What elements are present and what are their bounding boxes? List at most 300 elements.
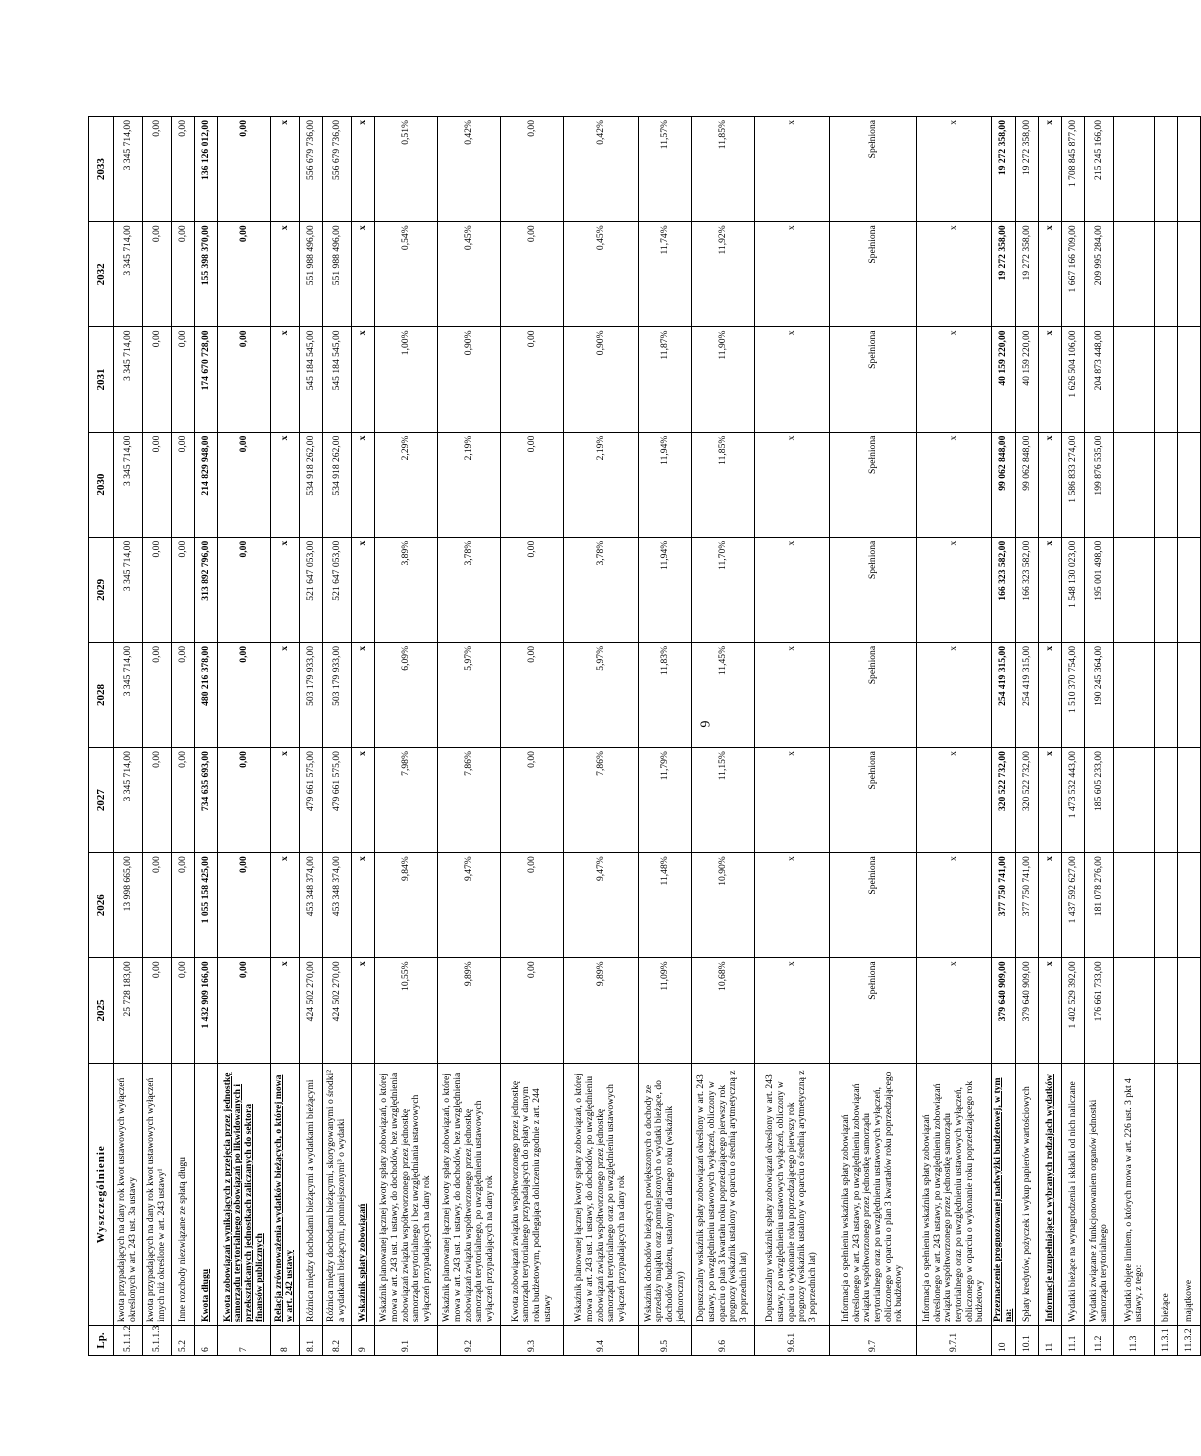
value-cell: 11,74% — [639, 222, 692, 327]
row-description: Wydatki bieżące na wynagrodzenia i składki od nich naliczane — [1062, 1063, 1085, 1325]
value-cell: x — [917, 853, 992, 958]
table-row — [172, 117, 195, 1356]
value-cell: 11,45% — [692, 642, 755, 747]
value-cell: 11,92% — [692, 222, 755, 327]
value-cell: 0,00 — [143, 958, 172, 1063]
value-cell: Spełniona — [830, 958, 917, 1063]
value-cell: 480 216 378,00 — [195, 642, 218, 747]
value-cell: x — [755, 748, 830, 853]
header-year: 2026 — [89, 853, 114, 958]
value-cell: 3 345 714,00 — [114, 432, 143, 537]
value-cell: 181 078 276,00 — [1085, 853, 1114, 958]
value-cell: x — [271, 222, 300, 327]
value-cell: 1,00% — [375, 327, 438, 432]
value-cell: 0,00 — [218, 853, 271, 958]
value-cell: 10,68% — [692, 958, 755, 1063]
value-cell: 2,29% — [375, 432, 438, 537]
table-row — [323, 117, 352, 1356]
row-number: 7 — [218, 1325, 271, 1355]
value-cell — [1155, 432, 1178, 537]
value-cell — [1114, 642, 1155, 747]
value-cell: 320 522 732,00 — [992, 748, 1016, 853]
row-number: 9.7.1 — [917, 1325, 992, 1355]
value-cell: 7,98% — [375, 748, 438, 853]
value-cell: x — [1039, 117, 1062, 222]
table-row — [1039, 117, 1062, 1356]
value-cell: 40 159 220,00 — [1016, 327, 1039, 432]
row-number: 8.2 — [323, 1325, 352, 1355]
value-cell — [1178, 222, 1201, 327]
value-cell: 0,00 — [143, 642, 172, 747]
row-description: majątkowe — [1178, 1063, 1201, 1325]
value-cell — [1178, 432, 1201, 537]
value-cell: x — [352, 853, 375, 958]
value-cell: 155 398 370,00 — [195, 222, 218, 327]
value-cell: 5,97% — [438, 642, 501, 747]
value-cell: x — [1039, 853, 1062, 958]
table-row — [917, 117, 992, 1356]
value-cell: 1 708 845 877,00 — [1062, 117, 1085, 222]
value-cell: 209 995 284,00 — [1085, 222, 1114, 327]
value-cell: 1 432 909 166,00 — [195, 958, 218, 1063]
value-cell: 11,48% — [639, 853, 692, 958]
value-cell: 6,09% — [375, 642, 438, 747]
value-cell — [1114, 327, 1155, 432]
table-row — [352, 117, 375, 1356]
value-cell: 1 626 504 106,00 — [1062, 327, 1085, 432]
value-cell: 19 272 358,00 — [992, 222, 1016, 327]
row-number: 11.3 — [1114, 1325, 1155, 1355]
value-cell: 521 647 053,00 — [323, 537, 352, 642]
value-cell: 424 502 270,00 — [323, 958, 352, 1063]
table-row — [564, 117, 639, 1356]
row-number: 9 — [352, 1325, 375, 1355]
row-number: 10 — [992, 1325, 1016, 1355]
row-description: Relacja zrównoważenia wydatków bieżących, o której mowa w art. 242 ustawy — [271, 1063, 300, 1325]
value-cell: 3,89% — [375, 537, 438, 642]
value-cell: 0,00 — [143, 222, 172, 327]
value-cell: 25 728 183,00 — [114, 958, 143, 1063]
value-cell: x — [271, 748, 300, 853]
value-cell: 1 586 833 274,00 — [1062, 432, 1085, 537]
value-cell: 479 661 575,00 — [323, 748, 352, 853]
row-description: Dopuszczalny wskaźnik spłaty zobowiązań określony w art. 243 ustawy, po uwzględnieniu ustawowych wyłączeń, obliczony w oparciu o wykonanie roku poprzedzającego pierwszy rok prognozy (wskaźnik ustalony w oparciu o średnią arytmetyczną z 3 poprzednich lat) — [755, 1063, 830, 1325]
value-cell: 9,84% — [375, 853, 438, 958]
value-cell: 377 750 741,00 — [992, 853, 1016, 958]
value-cell: 9,89% — [564, 958, 639, 1063]
value-cell: 0,90% — [564, 327, 639, 432]
value-cell: 11,09% — [639, 958, 692, 1063]
value-cell: x — [755, 432, 830, 537]
row-description: Dopuszczalny wskaźnik spłaty zobowiązań określony w art. 243 ustawy, po uwzględnieniu ustawowych wyłączeń, obliczony w oparciu o plan 3 kwartału roku poprzedzającego pierwszy rok prognozy (wskaźnik ustalony w oparciu o średnią arytmetyczną z 3 poprzednich lat) — [692, 1063, 755, 1325]
row-number: 9.7 — [830, 1325, 917, 1355]
table-row — [218, 117, 271, 1356]
value-cell: 0,00 — [172, 327, 195, 432]
row-number: 9.6.1 — [755, 1325, 830, 1355]
value-cell: 0,00 — [501, 222, 564, 327]
value-cell: 556 679 736,00 — [300, 117, 323, 222]
value-cell: x — [352, 537, 375, 642]
value-cell: x — [1039, 432, 1062, 537]
value-cell: Spełniona — [830, 432, 917, 537]
value-cell: 11,87% — [639, 327, 692, 432]
value-cell — [1114, 222, 1155, 327]
value-cell: 10,90% — [692, 853, 755, 958]
value-cell: 204 873 448,00 — [1085, 327, 1114, 432]
value-cell: x — [271, 327, 300, 432]
value-cell — [1178, 748, 1201, 853]
row-number: 9.4 — [564, 1325, 639, 1355]
value-cell: x — [917, 958, 992, 1063]
value-cell: 0,00 — [172, 853, 195, 958]
value-cell: x — [352, 432, 375, 537]
value-cell: 0,00 — [218, 537, 271, 642]
table-row — [830, 117, 917, 1356]
table-row — [1062, 117, 1085, 1356]
value-cell: 0,00 — [172, 117, 195, 222]
header-year: 2031 — [89, 327, 114, 432]
value-cell — [1178, 958, 1201, 1063]
row-number: 11.2 — [1085, 1325, 1114, 1355]
table-row — [755, 117, 830, 1356]
value-cell: 3,78% — [438, 537, 501, 642]
row-description: bieżące — [1155, 1063, 1178, 1325]
value-cell: 40 159 220,00 — [992, 327, 1016, 432]
value-cell: 0,00 — [172, 222, 195, 327]
value-cell — [1178, 327, 1201, 432]
value-cell: x — [755, 853, 830, 958]
value-cell: 0,00 — [218, 327, 271, 432]
value-cell — [1155, 642, 1178, 747]
value-cell: 0,00 — [501, 117, 564, 222]
row-description: Informacja o spełnieniu wskaźnika spłaty zobowiązań określonego w art. 243 ustawy, po uwzględnieniu zobowiązań związku współtworzonego przez jednostkę samorządu terytorialnego oraz po uwzględnieniu ustawowych wyłączeń, obliczonego w oparciu o wykonanie roku poprzedzającego rok budżetowy — [917, 1063, 992, 1325]
value-cell — [1155, 958, 1178, 1063]
value-cell: 3 345 714,00 — [114, 117, 143, 222]
row-description: Wydatki objęte limitem, o których mowa w art. 226 ust. 3 pkt 4 ustawy, z tego: — [1114, 1063, 1155, 1325]
row-description: Wskaźnik planowanej łącznej kwoty spłaty zobowiązań, o której mowa w art. 243 ust. 1 ustawy, do dochodów, bez uwzględnienia zobowiązań związku współtworzonego przez jednostkę samorządu terytorialnego i bez uwzględniania ustawowych wyłączeń przypadających na dany rok — [375, 1063, 438, 1325]
value-cell: 11,85% — [692, 432, 755, 537]
value-cell — [1155, 117, 1178, 222]
value-cell: x — [1039, 958, 1062, 1063]
value-cell — [1178, 537, 1201, 642]
value-cell: 19 272 358,00 — [1016, 117, 1039, 222]
value-cell: x — [917, 642, 992, 747]
value-cell: x — [271, 958, 300, 1063]
value-cell: 0,00 — [218, 432, 271, 537]
value-cell: 0,00 — [501, 327, 564, 432]
value-cell: x — [352, 958, 375, 1063]
row-description: Różnica między dochodami bieżącymi, skorygowanymi o środki² a wydatkami bieżącymi, pomniejszonymi³ o wydatki — [323, 1063, 352, 1325]
value-cell: 0,00 — [143, 327, 172, 432]
table-row — [1178, 117, 1201, 1356]
value-cell: 453 348 374,00 — [323, 853, 352, 958]
value-cell: x — [1039, 748, 1062, 853]
value-cell: 0,00 — [172, 642, 195, 747]
value-cell: x — [755, 222, 830, 327]
row-number: 11.3.2 — [1178, 1325, 1201, 1355]
value-cell: 11,83% — [639, 642, 692, 747]
value-cell — [1114, 748, 1155, 853]
value-cell: 545 184 545,00 — [300, 327, 323, 432]
table-row — [1114, 117, 1155, 1356]
value-cell: 3 345 714,00 — [114, 642, 143, 747]
value-cell: x — [352, 642, 375, 747]
value-cell: x — [917, 117, 992, 222]
table-row — [438, 117, 501, 1356]
value-cell: 136 126 012,00 — [195, 117, 218, 222]
value-cell: 0,00 — [172, 432, 195, 537]
value-cell: 11,15% — [692, 748, 755, 853]
value-cell: x — [352, 748, 375, 853]
value-cell: 7,86% — [564, 748, 639, 853]
value-cell: 0,00 — [218, 117, 271, 222]
value-cell: 11,79% — [639, 748, 692, 853]
value-cell: x — [271, 853, 300, 958]
row-description: Spłaty kredytów, pożyczek i wykup papierów wartościowych — [1016, 1063, 1039, 1325]
value-cell: x — [917, 432, 992, 537]
table-row — [143, 117, 172, 1356]
table-row — [692, 117, 755, 1356]
row-description: Wskaźnik planowanej łącznej kwoty spłaty zobowiązań, o której mowa w art. 243 ust. 1 ustawy, do dochodów, bez uwzględnienia zobowiązań związku współtworzonego przez jednostkę samorządu terytorialnego, po uwzględnieniu ustawowych wyłączeń przypadających na dany rok — [438, 1063, 501, 1325]
value-cell: 0,00 — [143, 432, 172, 537]
value-cell: Spełniona — [830, 537, 917, 642]
value-cell: 1 055 158 425,00 — [195, 853, 218, 958]
header-year: 2025 — [89, 958, 114, 1063]
table-row — [1016, 117, 1039, 1356]
value-cell: 0,00 — [143, 853, 172, 958]
value-cell: 0,00 — [218, 748, 271, 853]
row-description: Wskaźnik dochodów bieżących powiększonych o dochody ze sprzedaży majątku oraz pomniejszonych o wydatki bieżące, do dochodów budżetu, ustalony dla danego roku (wskaźnik jednoroczny) — [639, 1063, 692, 1325]
value-cell: 11,94% — [639, 432, 692, 537]
value-cell: x — [1039, 327, 1062, 432]
row-number: 5.1.1.2 — [114, 1325, 143, 1355]
value-cell: 19 272 358,00 — [992, 117, 1016, 222]
row-description: kwota przypadających na dany rok kwot ustawowych wyłączeń określonych w art. 243 ust. 3a ustawy — [114, 1063, 143, 1325]
value-cell: 503 179 933,00 — [300, 642, 323, 747]
page-number: 6 — [696, 720, 712, 728]
value-cell: 195 001 498,00 — [1085, 537, 1114, 642]
header-year: 2032 — [89, 222, 114, 327]
value-cell: 11,70% — [692, 537, 755, 642]
header-lp: Lp. — [89, 1325, 114, 1355]
row-number: 6 — [195, 1325, 218, 1355]
value-cell: 9,89% — [438, 958, 501, 1063]
value-cell: Spełniona — [830, 327, 917, 432]
value-cell — [1114, 958, 1155, 1063]
row-number: 11.1 — [1062, 1325, 1085, 1355]
value-cell: 0,00 — [218, 642, 271, 747]
value-cell: 176 661 733,00 — [1085, 958, 1114, 1063]
value-cell: 254 419 315,00 — [1016, 642, 1039, 747]
value-cell: 0,00 — [143, 748, 172, 853]
value-cell — [1155, 853, 1178, 958]
header-year: 2029 — [89, 537, 114, 642]
value-cell — [1178, 642, 1201, 747]
value-cell: 1 437 592 627,00 — [1062, 853, 1085, 958]
row-number: 8 — [271, 1325, 300, 1355]
value-cell — [1178, 117, 1201, 222]
value-cell: 214 829 948,00 — [195, 432, 218, 537]
value-cell: Spełniona — [830, 853, 917, 958]
value-cell: 0,90% — [438, 327, 501, 432]
value-cell: 0,00 — [501, 748, 564, 853]
table-row — [271, 117, 300, 1356]
value-cell: 379 640 909,00 — [1016, 958, 1039, 1063]
value-cell: x — [917, 748, 992, 853]
value-cell: Spełniona — [830, 748, 917, 853]
value-cell: x — [352, 117, 375, 222]
value-cell: 0,45% — [438, 222, 501, 327]
value-cell: 1 548 130 023,00 — [1062, 537, 1085, 642]
value-cell: 0,45% — [564, 222, 639, 327]
row-number: 9.6 — [692, 1325, 755, 1355]
value-cell: 3 345 714,00 — [114, 327, 143, 432]
value-cell: 0,00 — [143, 537, 172, 642]
row-number: 11.3.1 — [1155, 1325, 1178, 1355]
value-cell — [1155, 222, 1178, 327]
value-cell: x — [917, 327, 992, 432]
row-description: Inne rozchody niezwiązane ze spłatą długu — [172, 1063, 195, 1325]
value-cell: 313 892 796,00 — [195, 537, 218, 642]
value-cell: x — [271, 537, 300, 642]
value-cell: 1 473 532 443,00 — [1062, 748, 1085, 853]
value-cell: 99 062 848,00 — [992, 432, 1016, 537]
row-number: 9.3 — [501, 1325, 564, 1355]
row-description: kwota przypadających na dany rok kwot ustawowych wyłączeń innych niż określone w art. 243 ustawy¹ — [143, 1063, 172, 1325]
row-number: 11 — [1039, 1325, 1062, 1355]
value-cell: Spełniona — [830, 642, 917, 747]
value-cell: 1 402 529 392,00 — [1062, 958, 1085, 1063]
row-number: 10.1 — [1016, 1325, 1039, 1355]
row-description: Kwota długu — [195, 1063, 218, 1325]
value-cell: 0,42% — [564, 117, 639, 222]
value-cell: 3,78% — [564, 537, 639, 642]
value-cell: 521 647 053,00 — [300, 537, 323, 642]
value-cell: x — [1039, 537, 1062, 642]
value-cell: 0,00 — [172, 958, 195, 1063]
value-cell: 0,00 — [501, 958, 564, 1063]
value-cell: 9,47% — [564, 853, 639, 958]
value-cell: x — [1039, 642, 1062, 747]
value-cell — [1114, 117, 1155, 222]
row-number: 9.2 — [438, 1325, 501, 1355]
value-cell: 166 323 582,00 — [992, 537, 1016, 642]
value-cell — [1114, 853, 1155, 958]
row-number: 8.1 — [300, 1325, 323, 1355]
rotated-table-container — [88, 116, 1195, 1356]
table-row — [375, 117, 438, 1356]
row-number: 5.1.1.3 — [143, 1325, 172, 1355]
value-cell — [1155, 748, 1178, 853]
value-cell: 199 876 535,00 — [1085, 432, 1114, 537]
value-cell — [1155, 537, 1178, 642]
value-cell: 5,97% — [564, 642, 639, 747]
row-description: Wydatki związane z funkcjonowaniem organów jednostki samorządu terytorialnego — [1085, 1063, 1114, 1325]
value-cell: 99 062 848,00 — [1016, 432, 1039, 537]
value-cell: 0,00 — [501, 853, 564, 958]
value-cell: x — [352, 327, 375, 432]
value-cell: 215 245 166,00 — [1085, 117, 1114, 222]
row-description: Kwota zobowiązań związku współtworzonego przez jednostkę samorządu terytorialnego przypadających do spłaty w danym roku budżetowym, podlegająca doliczeniu zgodnie z art. 244 ustawy — [501, 1063, 564, 1325]
value-cell: 2,19% — [564, 432, 639, 537]
value-cell: Spełniona — [830, 222, 917, 327]
value-cell: 166 323 582,00 — [1016, 537, 1039, 642]
table-row — [195, 117, 218, 1356]
value-cell: x — [1039, 222, 1062, 327]
row-description: Wskaźnik spłaty zobowiązań — [352, 1063, 375, 1325]
value-cell: 3 345 714,00 — [114, 537, 143, 642]
value-cell: 0,00 — [172, 748, 195, 853]
row-description: Różnica między dochodami bieżącymi a wydatkami bieżącymi — [300, 1063, 323, 1325]
row-description: Informacje uzupełniające o wybranych rodzajach wydatków — [1039, 1063, 1062, 1325]
value-cell: x — [271, 117, 300, 222]
value-cell — [1114, 537, 1155, 642]
value-cell: 424 502 270,00 — [300, 958, 323, 1063]
header-description: Wyszczególnienie — [89, 1063, 114, 1325]
row-number: 5.2 — [172, 1325, 195, 1355]
value-cell: 0,00 — [143, 117, 172, 222]
financial-forecast-table — [88, 116, 1201, 1356]
value-cell: 190 245 364,00 — [1085, 642, 1114, 747]
value-cell: x — [917, 537, 992, 642]
value-cell: 0,00 — [501, 537, 564, 642]
value-cell: x — [271, 432, 300, 537]
value-cell: 1 667 166 709,00 — [1062, 222, 1085, 327]
value-cell: 0,51% — [375, 117, 438, 222]
value-cell: Spełniona — [830, 117, 917, 222]
value-cell: 453 348 374,00 — [300, 853, 323, 958]
value-cell: 13 998 665,00 — [114, 853, 143, 958]
table-row — [300, 117, 323, 1356]
row-description: Kwota zobowiązań wynikających z przejęcia przez jednostkę samorządu terytorialnego zobowiązań po likwidowanych i przekształcanych jednostkach zaliczanych do sektora finansów publicznych — [218, 1063, 271, 1325]
value-cell: x — [755, 327, 830, 432]
value-cell: 185 605 233,00 — [1085, 748, 1114, 853]
value-cell — [1155, 327, 1178, 432]
value-cell: 479 661 575,00 — [300, 748, 323, 853]
row-number: 9.1 — [375, 1325, 438, 1355]
value-cell: 3 345 714,00 — [114, 748, 143, 853]
value-cell: 254 419 315,00 — [992, 642, 1016, 747]
value-cell: 545 184 545,00 — [323, 327, 352, 432]
row-description: Przeznaczenie prognozowanej nadwyżki budżetowej, w tym na: — [992, 1063, 1016, 1325]
value-cell: 0,00 — [501, 642, 564, 747]
value-cell: 556 679 736,00 — [323, 117, 352, 222]
value-cell: 0,42% — [438, 117, 501, 222]
value-cell: 0,00 — [218, 222, 271, 327]
table-body — [114, 117, 1201, 1356]
header-year: 2027 — [89, 748, 114, 853]
value-cell: 19 272 358,00 — [1016, 222, 1039, 327]
value-cell: 320 522 732,00 — [1016, 748, 1039, 853]
row-description: Wskaźnik planowanej łącznej kwoty spłaty zobowiązań, o której mowa w art. 243 ust. 1 ustawy, do dochodów, po uwzględnieniu zobowiązań związku współtworzonego przez jednostkę samorządu terytorialnego oraz po uwzględnieniu ustawowych wyłączeń przypadających na dany rok — [564, 1063, 639, 1325]
value-cell: 7,86% — [438, 748, 501, 853]
table-row — [992, 117, 1016, 1356]
table-row — [1085, 117, 1114, 1356]
table-row — [639, 117, 692, 1356]
value-cell: x — [352, 222, 375, 327]
value-cell: 377 750 741,00 — [1016, 853, 1039, 958]
value-cell: 0,00 — [172, 537, 195, 642]
value-cell: 734 635 693,00 — [195, 748, 218, 853]
value-cell: 10,55% — [375, 958, 438, 1063]
value-cell: 534 918 262,00 — [323, 432, 352, 537]
value-cell: 0,00 — [501, 432, 564, 537]
value-cell: 379 640 909,00 — [992, 958, 1016, 1063]
table-row — [1155, 117, 1178, 1356]
value-cell: 551 988 496,00 — [300, 222, 323, 327]
value-cell: 2,19% — [438, 432, 501, 537]
value-cell — [1178, 853, 1201, 958]
